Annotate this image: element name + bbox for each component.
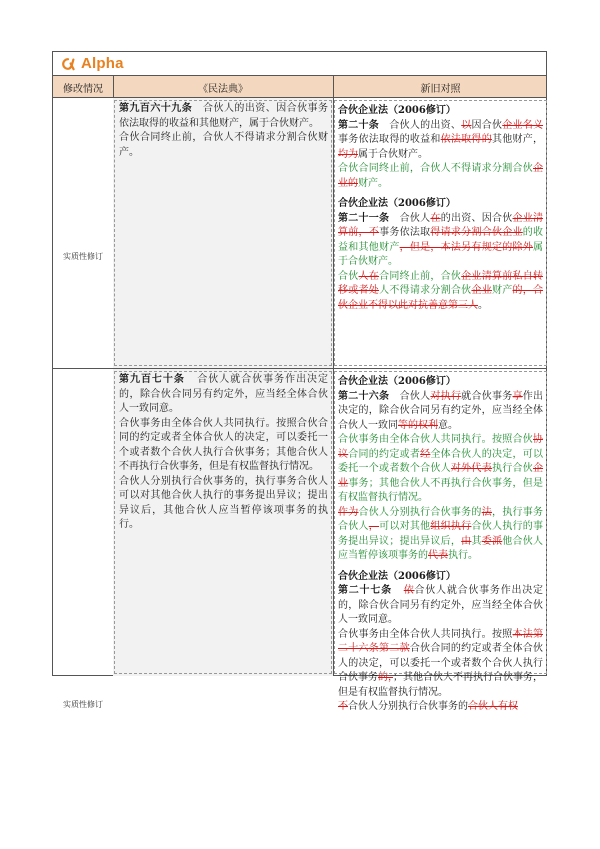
civil-code-cell <box>113 369 333 676</box>
law-title: 合伙企业法（2006修订） <box>338 570 456 582</box>
civil-article-paragraph: 合伙合同终止前，合伙人不得请求分割合伙财产。 <box>119 132 328 158</box>
old-article-paragraph: 不合伙人分别执行合伙事务的合伙人有权 <box>338 701 518 712</box>
old-article-text: 第二十条 合伙人的出资、以因合伙企业名义事务依法取得的收益和依法取得的其他财产，均为属于合伙财产。 <box>338 119 544 160</box>
civil-code-cell <box>113 98 333 368</box>
comparison-cell <box>333 98 548 368</box>
old-article-paragraph: 合伙事务由全体合伙人共同执行。按照本法第二十六条第二款合伙合同的约定或者全体合伙人的决定，可以委托一个或者数个合伙人执行合伙事务的，；其他合伙人不再执行合伙事务，但是有权监督执行情况。 <box>338 628 544 698</box>
civil-article-paragraph: 合伙人分别执行合伙事务的，执行事务合伙人可以对其他合伙人执行的事务提出异议；提出异议后，其他合伙人应当暂停该项事务的执行。 <box>119 475 328 530</box>
law-title: 合伙企业法（2006修订） <box>338 198 456 209</box>
header-civil-code: 《民法典》 <box>198 83 248 95</box>
civil-article-text: 第九百六十九条 合伙人的出资、因合伙事务依法取得的收益和其他财产，属于合伙财产。 <box>119 103 328 129</box>
table-header-row <box>53 76 546 98</box>
law-title: 合伙企业法（2006修订） <box>338 376 456 387</box>
old-article-text: 第二十一条 合伙人在的出资、因合伙企业清算前，不事务依法取得请求分割合伙企业的收益和其他财产，但是，本法另有规定的除外属于合伙财产。 <box>338 212 544 267</box>
header-comparison: 新旧对照 <box>420 83 461 95</box>
inserted-paragraph: 合伙事务由全体合伙人共同执行。按照合伙协议合同的约定或者经全体合伙人的决定，可以委托一个或者数个合伙人对外代表执行合伙企业事务；其他合伙人不再执行合伙事务，但是有权监督执行情况。 <box>338 434 544 503</box>
law-title: 合伙企业法（2006修订） <box>338 105 456 116</box>
comparison-cell <box>333 369 548 712</box>
article-number: 第九百七十条 <box>119 374 185 385</box>
brand-bar <box>53 52 546 76</box>
status-cell <box>53 369 113 709</box>
table-row <box>53 369 546 712</box>
status-label: 实质性修订 <box>63 252 103 261</box>
status-cell <box>53 98 113 368</box>
civil-article-paragraph: 合伙事务由全体合伙人共同执行。按照合伙合同的约定或者全体合伙人的决定，可以委托一个或者数个合伙人执行合伙事务；其他合伙人不再执行合伙事务，但是有权监督执行情况。 <box>119 417 328 472</box>
brand-name: Alpha <box>81 55 124 72</box>
alpha-logo-icon <box>61 57 75 71</box>
old-article-paragraph: 合伙人在合同终止前，合伙企业清算前私自转移或者处人不得请求分割合伙企业财产的，合伙企业不得以此对抗善意第三人。 <box>338 270 544 311</box>
table-row <box>53 98 546 369</box>
comparison-table <box>52 51 547 712</box>
article-number: 第九百六十九条 <box>119 103 193 114</box>
old-article-text: 第二十六条 合伙人对执行就合伙事务享作出决定的，除合伙合同另有约定外，应当经全体合伙人一致同等的权利意。 <box>338 390 544 431</box>
status-label: 实质性修订 <box>63 700 103 709</box>
old-article-text: 第二十七条 依合伙人就合伙事务作出决定的，除合伙合同另有约定外，应当经全体合伙人一致同意。 <box>338 585 544 625</box>
inserted-paragraph: 作为合伙人分别执行合伙事务的法，执行事务合伙人，可以对其他组织执行合伙人执行的事务提出异议；提出异议后，由其委派他合伙人应当暂停该项事务的代表执行。 <box>338 506 544 561</box>
header-status: 修改情况 <box>63 83 103 95</box>
inserted-paragraph: 合伙合同终止前，合伙人不得请求分割合伙企业的财产。 <box>338 163 543 189</box>
civil-article-text: 第九百七十条 合伙人就合伙事务作出决定的，除合伙合同另有约定外，应当经全体合伙人一致同意。 <box>119 374 329 414</box>
